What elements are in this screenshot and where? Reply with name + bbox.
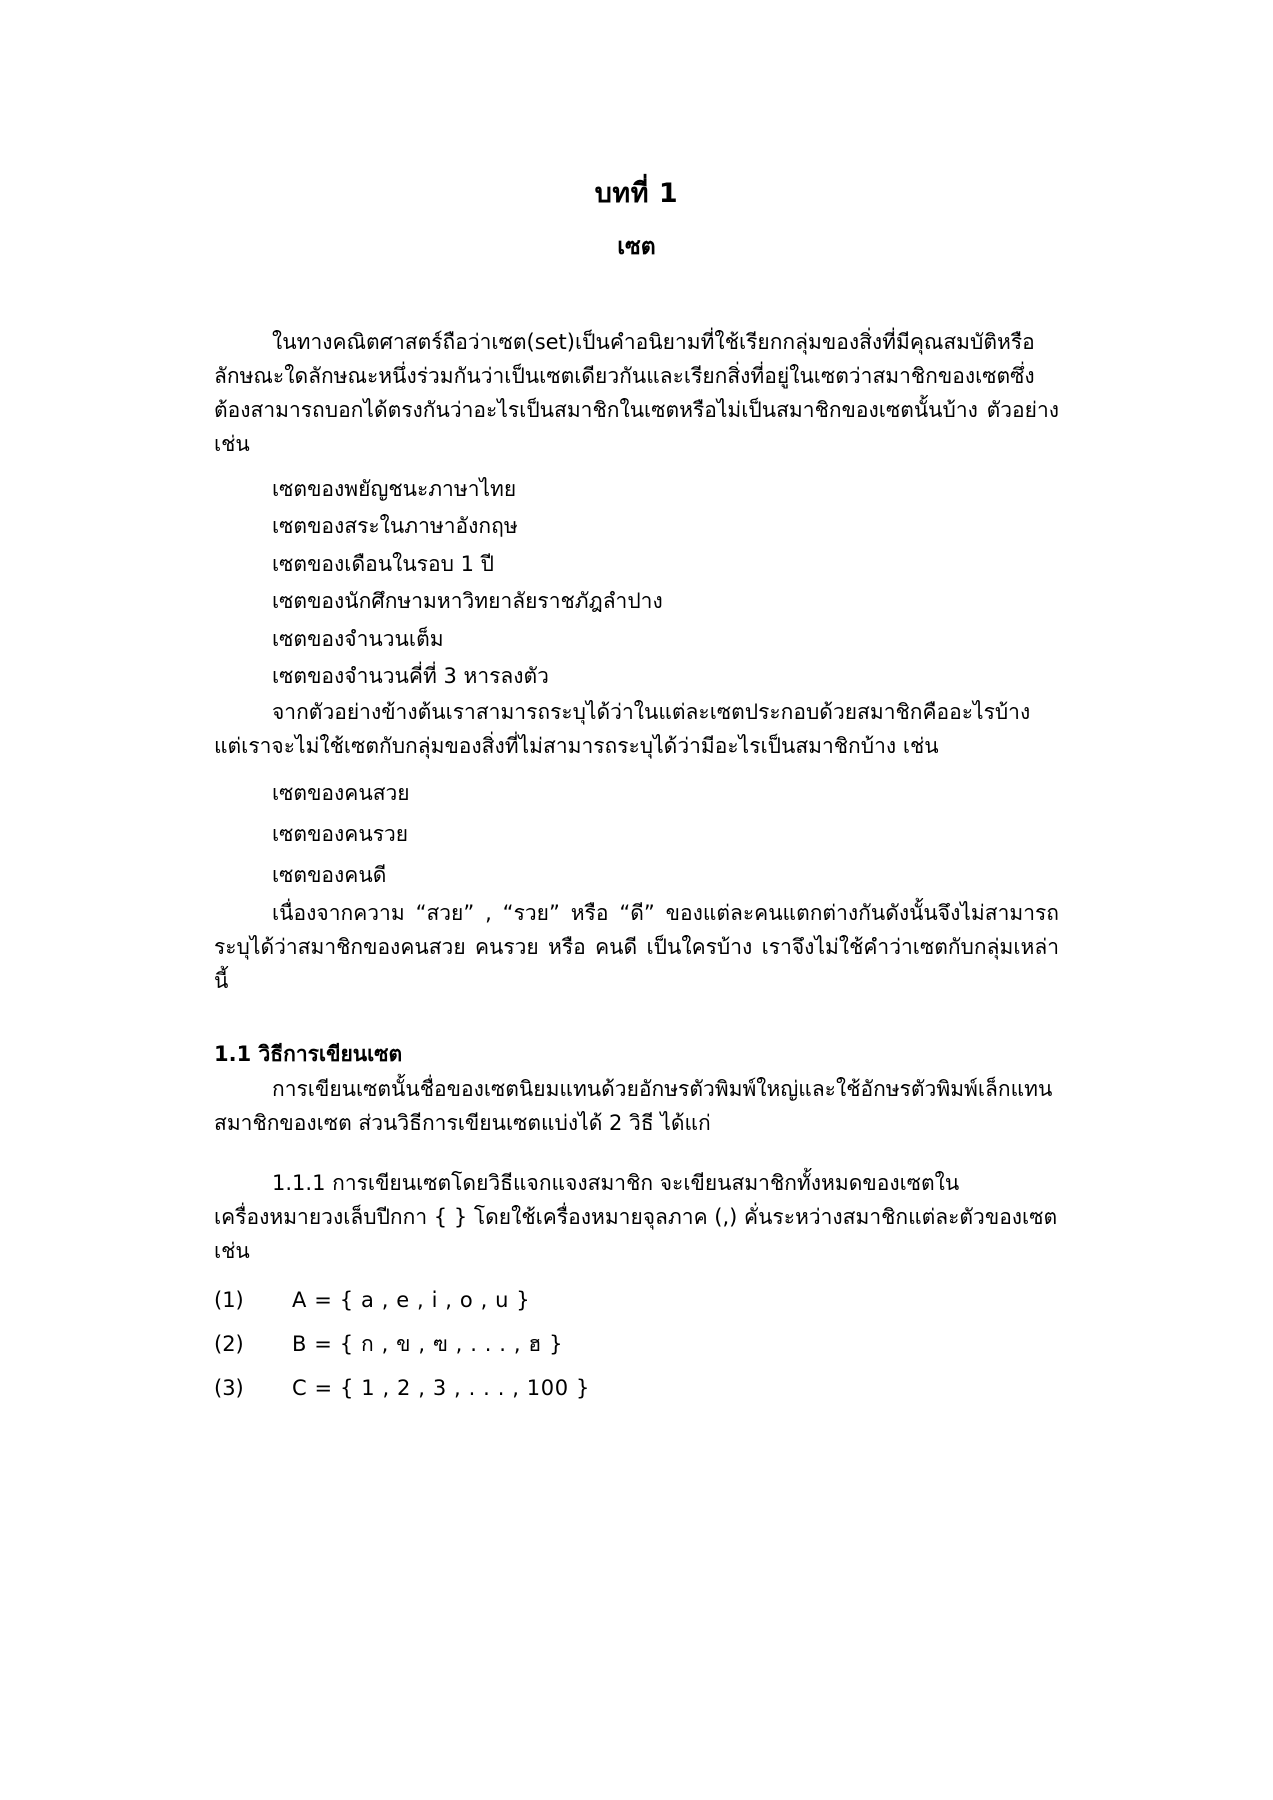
chapter-title: บทที่ 1 [594,178,679,209]
list-item: เซตของเดือนในรอบ 1 ปี [272,551,494,576]
equation-body: B = { ก , ข , ฃ , . . . , ฮ } [292,1331,564,1356]
section-1-1-1-body: 1.1.1 การเขียนเซตโดยวิธีแจกแจงสมาชิก จะเขียนสมาชิกทั้งหมดของเซตในเครื่องหมายวงเล็บปีกกา { } โดยใช้เครื่องหมายจุลภาค (,) คั่นระหว่างสมาชิกแต่ละตัวของเซต เช่น [214,1170,1058,1263]
equation-number: (3) [214,1376,244,1401]
spacer [214,1140,1059,1166]
intro-paragraph: ในทางคณิตศาสตร์ถือว่าเซต(set)เป็นคำอนิยามที่ใช้เรียกกลุ่มของสิ่งที่มีคุณสมบัติหรือลักษณะใดลักษณะหนึ่งร่วมกันว่าเป็นเซตเดียวกันและเรียกสิ่งที่อยู่ในเซตว่าสมาชิกของเซตซึ่งต้องสามารถบอกได้ตรงกันว่าอะไรเป็นสมาชิกในเซตหรือไม่เป็นสมาชิกของเซตนั้นบ้าง ตัวอย่างเช่น [214,329,1059,457]
equation-body: C = { 1 , 2 , 3 , . . . , 100 } [292,1376,590,1401]
list-item: เซตของคนสวย [272,781,410,806]
equation-number: (2) [214,1331,244,1356]
spacer [214,763,1059,773]
list-item: เซตของจำนวนเต็ม [272,626,444,651]
list-item: เซตของจำนวนคี่ที่ 3 หารลงตัว [272,663,549,688]
equation-body: A = { a , e , i , o , u } [292,1287,531,1312]
paragraph-2: จากตัวอย่างข้างต้นเราสามารถระบุได้ว่าในแต่ละเซตประกอบด้วยสมาชิกคืออะไรบ้าง แต่เราจะไม่ใช้เซตกับกลุ่มของสิ่งที่ไม่สามารถระบุได้ว่ามีอะไรเป็นสมาชิกบ้าง เช่น [214,700,1031,759]
document-body [214,175,1059,1410]
list-item: เซตของสระในภาษาอังกฤษ [272,514,518,539]
list-item: เซตของคนดี [272,863,387,888]
section-heading-1-1: 1.1 วิธีการเขียนเซต [214,1042,403,1067]
spacer [214,461,1059,471]
paragraph-3: เนื่องจากความ “สวย” , “รวย” หรือ “ดี” ของแต่ละคนแตกต่างกันดังนั้นจึงไม่สามารถระบุได้ว่าสมาชิกของคนสวย คนรวย หรือ คนดี เป็นใครบ้าง เราจึงไม่ใช้คำว่าเซตกับกลุ่มเหล่านี้ [214,901,1059,994]
section-1-1-body: การเขียนเซตนั้นชื่อของเซตนิยมแทนด้วยอักษรตัวพิมพ์ใหญ่และใช้อักษรตัวพิมพ์เล็กแทนสมาชิกของเซต ส่วนวิธีการเขียนเซตแบ่งได้ 2 วิธี ได้แก่ [214,1076,1053,1135]
spacer [214,998,1059,1038]
equation-row [214,1366,1059,1410]
equation-number: (1) [214,1287,244,1312]
list-item: เซตของนักศึกษามหาวิทยาลัยราชภัฎลำปาง [272,589,663,614]
equation-row [214,1322,1059,1366]
spacer [214,1268,1059,1278]
equation-row [214,1278,1059,1322]
list-item: เซตของพยัญชนะภาษาไทย [272,477,517,502]
chapter-subtitle: เซต [617,233,656,260]
list-item: เซตของคนรวย [272,822,409,847]
